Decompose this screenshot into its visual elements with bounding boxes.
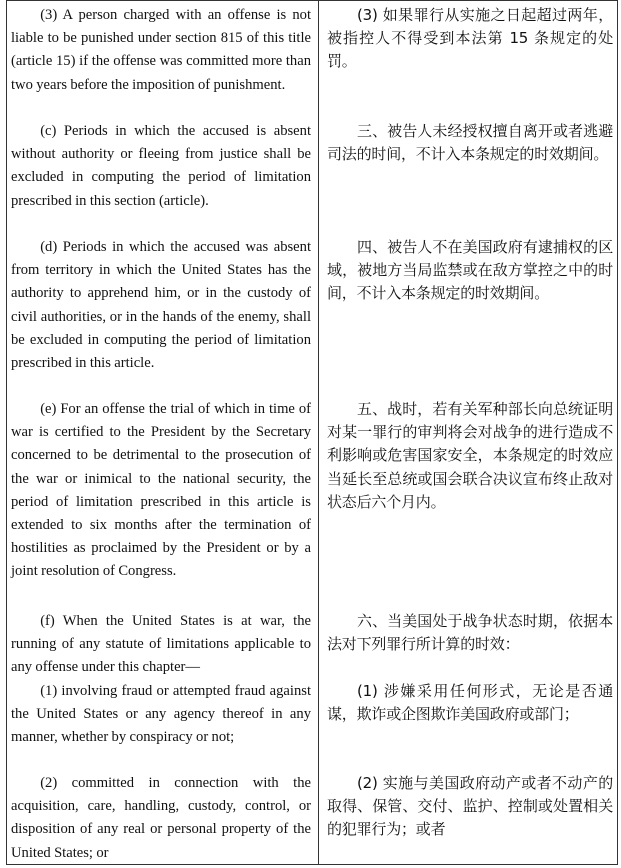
english-paragraph-f2: (2) committed in connection with the acquisition, care, handling, custody, control, or disposition of any real or personal property of the United States; or: [11, 775, 311, 861]
english-paragraph-f1: (1) involving fraud or attempted fraud against the United States or any agency thereof in any manner, whether by conspiracy or not;: [11, 683, 311, 746]
chinese-paragraph-f: 六、当美国处于战争状态时期，依据本法对下列罪行所计算的时效：: [327, 612, 613, 654]
table-border-left: [6, 0, 7, 865]
english-paragraph-d: (d) Periods in which the accused was absent from territory in which the United States has the authority to apprehend him, or in the custody of civil authorities, or in the hands of the enemy, shall be excluded in computing the period of limitation prescribed in this article.: [11, 239, 311, 372]
chinese-paragraph-3: (3) 如果罪行从实施之日起超过两年，被指控人不得受到本法第 15 条规定的处罚。: [327, 6, 613, 71]
english-paragraph-e: (e) For an offense the trial of which in time of war is certified to the President by the Secretary concerned to be detrimental to the prosecution of the war or inimical to the national security, the period of limitation prescribed in this article is extended to six months after the termination of hostilities as proclaimed by the President or by a joint resolution of Congress.: [11, 401, 311, 580]
english-paragraph-f: (f) When the United States is at war, the running of any statute of limitations applicable to any offense under this chapter—: [11, 613, 311, 676]
english-paragraph-3: (3) A person charged with an offense is not liable to be punished under section 815 of this title (article 15) if the offense was committed more than two years before the imposition of punishment.: [11, 7, 311, 93]
table-column-divider: [318, 0, 319, 865]
chinese-paragraph-c: 三、被告人未经授权擅自离开或者逃避司法的时间，不计入本条规定的时效期间。: [327, 122, 613, 164]
table-border-right: [617, 0, 618, 865]
chinese-paragraph-f2: (2) 实施与美国政府动产或者不动产的取得、保管、交付、监护、控制或处置相关的犯罪行为；或者: [327, 774, 613, 839]
table-border-top: [6, 0, 618, 1]
chinese-paragraph-e: 五、战时，若有关军种部长向总统证明对某一罪行的审判将会对战争的进行造成不利影响或危害国家安全，本条规定的时效应当延长至总统或国会联合决议宣布终止敌对状态后六个月内。: [327, 400, 613, 511]
chinese-paragraph-d: 四、被告人不在美国政府有逮捕权的区域，被地方当局监禁或在敌方掌控之中的时间，不计入本条规定的时效期间。: [327, 238, 613, 303]
chinese-paragraph-f1: (1) 涉嫌采用任何形式，无论是否通谋，欺诈或企图欺诈美国政府或部门；: [327, 682, 613, 724]
english-paragraph-c: (c) Periods in which the accused is absent without authority or fleeing from justice shall be excluded in computing the period of limitation prescribed in this section (article).: [11, 123, 311, 209]
